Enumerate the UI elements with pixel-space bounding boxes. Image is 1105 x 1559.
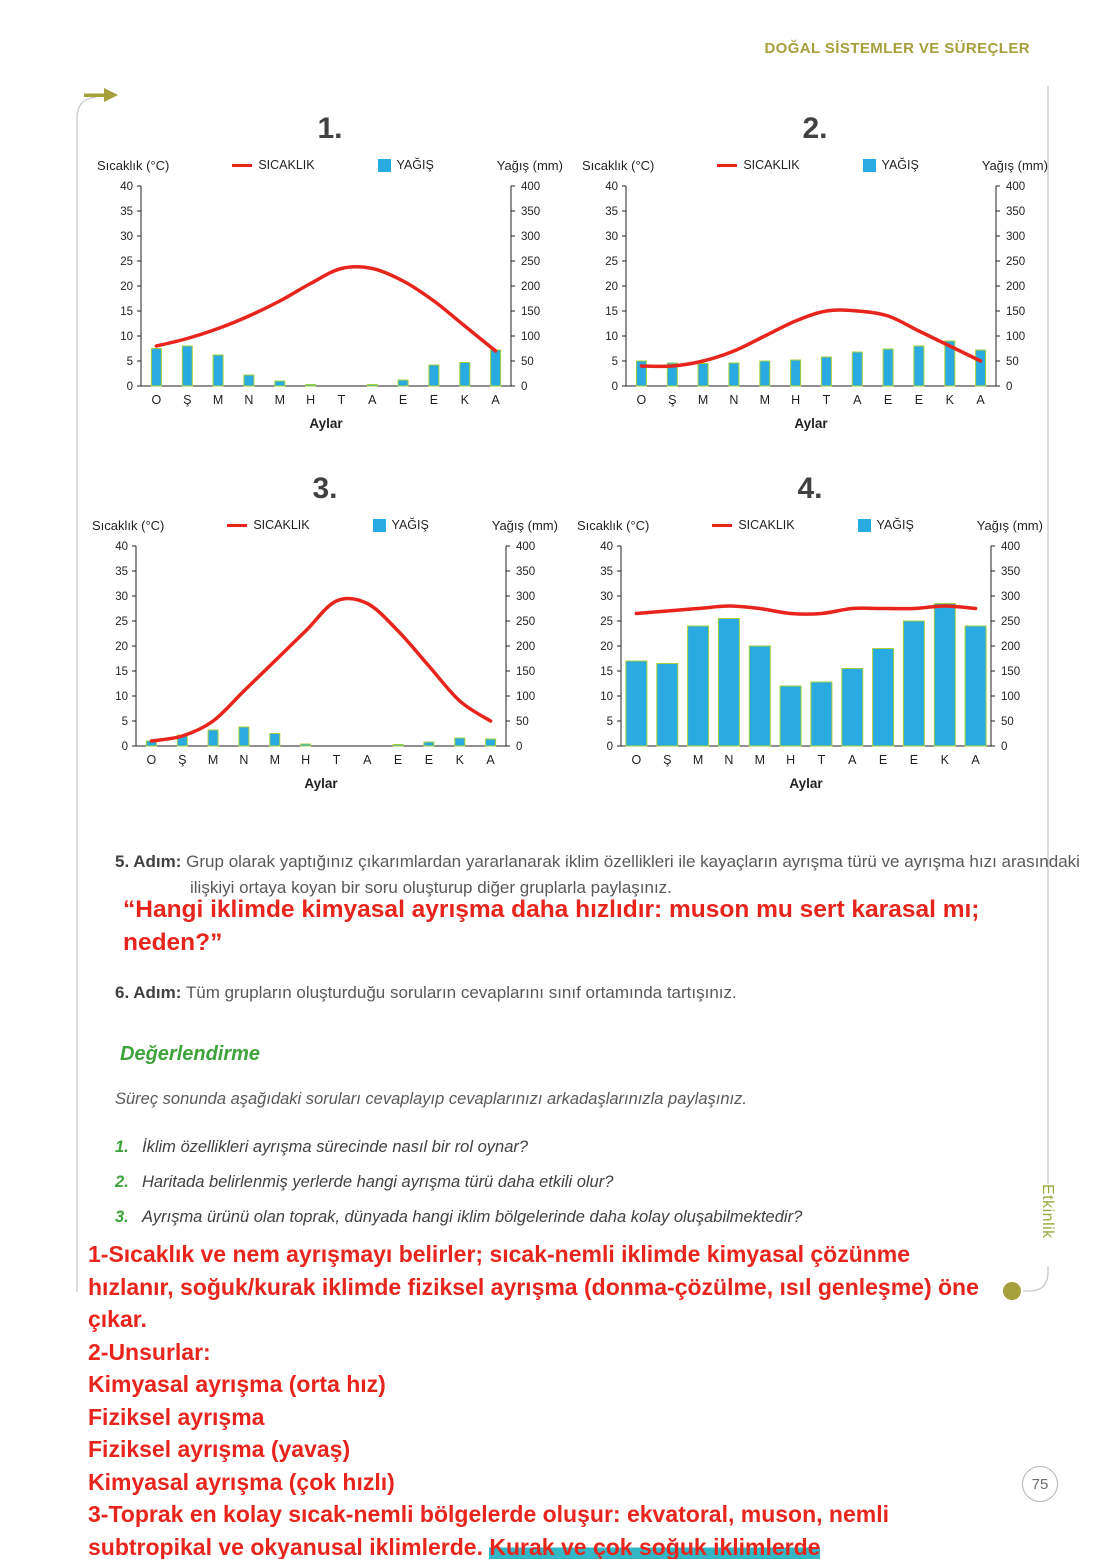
svg-text:E: E bbox=[393, 753, 403, 767]
answer-line: 1-Sıcaklık ve nem ayrışmayı belirler; sıcak-nemli iklimde kimyasal çözünme hızlanır, soğuk/kurak iklimde fiziksel ayrışma (donma-çözülme, ısıl genleşme) öne çıkar. bbox=[88, 1241, 979, 1332]
left-axis-title: Sıcaklık (°C) bbox=[97, 157, 170, 173]
legend-temperature-label: SICAKLIK bbox=[738, 518, 795, 532]
precipitation-bar-swatch bbox=[378, 159, 391, 172]
svg-text:400: 400 bbox=[1001, 541, 1021, 553]
svg-text:400: 400 bbox=[521, 181, 541, 193]
question-2 bbox=[115, 1170, 1015, 1194]
svg-text:25: 25 bbox=[115, 616, 128, 628]
precipitation-bar-swatch bbox=[863, 159, 876, 172]
temperature-line-swatch bbox=[227, 524, 247, 527]
svg-text:15: 15 bbox=[120, 306, 133, 318]
svg-text:E: E bbox=[429, 393, 439, 407]
question-text: Haritada belirlenmiş yerlerde hangi ayrışma türü daha etkili olur? bbox=[142, 1173, 614, 1191]
svg-text:30: 30 bbox=[600, 591, 613, 603]
svg-text:25: 25 bbox=[600, 616, 613, 628]
step-5-label: 5. Adım: bbox=[115, 852, 182, 871]
svg-text:A: A bbox=[848, 753, 857, 767]
olive-dot bbox=[1003, 1282, 1021, 1300]
svg-text:E: E bbox=[424, 753, 434, 767]
svg-text:400: 400 bbox=[516, 541, 536, 553]
svg-text:Aylar: Aylar bbox=[309, 416, 343, 431]
svg-text:30: 30 bbox=[115, 591, 128, 603]
svg-text:15: 15 bbox=[115, 666, 128, 678]
svg-text:100: 100 bbox=[1006, 331, 1026, 343]
legend-precipitation-label: YAĞIŞ bbox=[391, 518, 429, 532]
page-title: DOĞAL SİSTEMLER VE SÜREÇLER bbox=[764, 40, 1030, 57]
svg-text:M: M bbox=[697, 393, 709, 407]
svg-text:H: H bbox=[791, 393, 801, 407]
svg-text:100: 100 bbox=[1001, 691, 1021, 703]
legend-precipitation bbox=[378, 158, 434, 172]
step-5-text: Grup olarak yaptığınız çıkarımlardan yararlanarak iklim özellikleri ile kayaçların ayrışma türü ve ayrışma hızı arasındaki ilişkiyi ortaya koyan bir soru oluşturup diğer gruplarla paylaşınız. bbox=[186, 852, 1080, 897]
svg-text:K: K bbox=[455, 753, 464, 767]
svg-text:350: 350 bbox=[521, 206, 541, 218]
svg-text:250: 250 bbox=[1001, 616, 1021, 628]
svg-text:15: 15 bbox=[600, 666, 613, 678]
question-text: İklim özellikleri ayrışma sürecinde nasıl bir rol oynar? bbox=[142, 1138, 529, 1156]
temperature-line-swatch bbox=[717, 164, 737, 167]
svg-text:Ş: Ş bbox=[183, 393, 192, 407]
svg-text:Aylar: Aylar bbox=[794, 416, 828, 431]
legend-precipitation-label: YAĞIŞ bbox=[881, 158, 919, 172]
svg-text:40: 40 bbox=[605, 181, 618, 193]
svg-text:200: 200 bbox=[1006, 281, 1026, 293]
climate-chart-4 bbox=[575, 472, 1045, 813]
svg-text:350: 350 bbox=[1001, 566, 1021, 578]
svg-text:35: 35 bbox=[115, 566, 128, 578]
svg-text:50: 50 bbox=[1006, 356, 1019, 368]
svg-text:T: T bbox=[822, 393, 831, 407]
svg-text:0: 0 bbox=[126, 381, 133, 393]
svg-text:M: M bbox=[212, 393, 224, 407]
svg-text:35: 35 bbox=[120, 206, 133, 218]
chart-legend bbox=[580, 154, 1050, 176]
climate-chart-2 bbox=[580, 112, 1050, 453]
svg-text:150: 150 bbox=[516, 666, 536, 678]
svg-text:0: 0 bbox=[516, 741, 523, 753]
svg-text:O: O bbox=[636, 393, 647, 407]
svg-text:A: A bbox=[971, 753, 980, 767]
svg-text:25: 25 bbox=[605, 256, 618, 268]
svg-text:30: 30 bbox=[605, 231, 618, 243]
temperature-line-swatch bbox=[232, 164, 252, 167]
svg-text:N: N bbox=[724, 753, 734, 767]
legend-precipitation bbox=[858, 518, 914, 532]
svg-text:E: E bbox=[878, 753, 888, 767]
svg-text:K: K bbox=[945, 393, 954, 407]
precipitation-bar-swatch bbox=[858, 519, 871, 532]
svg-text:0: 0 bbox=[521, 381, 528, 393]
svg-text:E: E bbox=[914, 393, 924, 407]
evaluation-intro: Süreç sonunda aşağıdaki soruları cevaplayıp cevaplarınızı arkadaşlarınızla paylaşınız. bbox=[115, 1090, 747, 1108]
legend-precipitation-label: YAĞIŞ bbox=[396, 158, 434, 172]
answer-line bbox=[88, 1498, 985, 1559]
climate-chart-1 bbox=[95, 112, 565, 453]
answer-text: 3-Toprak en kolay sıcak-nemli bölgelerde oluşur: ekvatoral, muson, nemli subtropikal ve okyanusal iklimlerde. bbox=[88, 1501, 889, 1559]
svg-text:Ş: Ş bbox=[178, 753, 187, 767]
handwritten-answers bbox=[88, 1238, 985, 1559]
svg-text:10: 10 bbox=[115, 691, 128, 703]
legend-temperature bbox=[227, 518, 309, 532]
chart-number: 4. bbox=[797, 472, 823, 505]
page-number: 75 bbox=[1031, 1475, 1049, 1493]
svg-text:50: 50 bbox=[516, 716, 529, 728]
svg-text:0: 0 bbox=[611, 381, 618, 393]
svg-text:150: 150 bbox=[521, 306, 541, 318]
svg-text:K: K bbox=[460, 393, 469, 407]
svg-text:N: N bbox=[244, 393, 254, 407]
chart-legend bbox=[575, 514, 1045, 536]
answer-line: Fiziksel ayrışma (yavaş) bbox=[88, 1436, 351, 1462]
svg-text:Aylar: Aylar bbox=[789, 776, 823, 791]
svg-text:20: 20 bbox=[115, 641, 128, 653]
step-6-text: Tüm grupların oluşturduğu soruların cevaplarını sınıf ortamında tartışınız. bbox=[185, 983, 737, 1002]
svg-text:0: 0 bbox=[121, 741, 128, 753]
svg-text:50: 50 bbox=[521, 356, 534, 368]
svg-text:350: 350 bbox=[1006, 206, 1026, 218]
answer-line: Fiziksel ayrışma bbox=[88, 1403, 265, 1430]
legend-temperature bbox=[712, 518, 794, 532]
step-6 bbox=[115, 980, 1102, 1006]
question-number: 2. bbox=[115, 1173, 129, 1191]
right-axis-title: Yağış (mm) bbox=[491, 517, 558, 533]
svg-text:Ş: Ş bbox=[668, 393, 677, 407]
svg-text:40: 40 bbox=[600, 541, 613, 553]
svg-text:50: 50 bbox=[1001, 716, 1014, 728]
svg-text:Aylar: Aylar bbox=[304, 776, 338, 791]
svg-text:35: 35 bbox=[605, 206, 618, 218]
svg-text:M: M bbox=[759, 393, 771, 407]
left-axis-title: Sıcaklık (°C) bbox=[577, 517, 650, 533]
climograph-svg bbox=[580, 180, 1050, 448]
svg-text:25: 25 bbox=[120, 256, 133, 268]
svg-text:E: E bbox=[398, 393, 408, 407]
svg-text:A: A bbox=[976, 393, 985, 407]
svg-text:T: T bbox=[337, 393, 346, 407]
svg-text:100: 100 bbox=[521, 331, 541, 343]
step-6-label: 6. Adım: bbox=[115, 983, 182, 1002]
handwritten-question-answer: “Hangi iklimde kimyasal ayrışma daha hızlıdır: muson mu sert karasal mı; neden?” bbox=[123, 896, 980, 956]
temperature-line-swatch bbox=[712, 524, 732, 527]
answer-text-highlighted: Kurak ve çok soğuk iklimlerde bbox=[489, 1533, 821, 1559]
precipitation-bar-swatch bbox=[373, 519, 386, 532]
question-text: Ayrışma ürünü olan toprak, dünyada hangi iklim bölgelerinde daha kolay oluşabilmektedir? bbox=[142, 1208, 803, 1226]
chart-legend bbox=[90, 514, 560, 536]
svg-text:M: M bbox=[754, 753, 766, 767]
svg-text:A: A bbox=[491, 393, 500, 407]
svg-text:10: 10 bbox=[605, 331, 618, 343]
svg-text:350: 350 bbox=[516, 566, 536, 578]
svg-text:N: N bbox=[729, 393, 739, 407]
svg-text:10: 10 bbox=[120, 331, 133, 343]
left-axis-title: Sıcaklık (°C) bbox=[582, 157, 655, 173]
climograph-svg bbox=[95, 180, 565, 448]
svg-text:K: K bbox=[940, 753, 949, 767]
svg-text:T: T bbox=[817, 753, 826, 767]
svg-text:15: 15 bbox=[605, 306, 618, 318]
svg-text:M: M bbox=[269, 753, 281, 767]
svg-text:250: 250 bbox=[521, 256, 541, 268]
legend-temperature-label: SICAKLIK bbox=[743, 158, 800, 172]
legend-temperature-label: SICAKLIK bbox=[258, 158, 315, 172]
svg-text:100: 100 bbox=[516, 691, 536, 703]
chart-number: 2. bbox=[802, 112, 828, 145]
svg-text:35: 35 bbox=[600, 566, 613, 578]
question-number: 1. bbox=[115, 1138, 129, 1156]
right-axis-title: Yağış (mm) bbox=[981, 157, 1048, 173]
svg-text:10: 10 bbox=[600, 691, 613, 703]
svg-text:200: 200 bbox=[516, 641, 536, 653]
svg-text:20: 20 bbox=[120, 281, 133, 293]
question-1 bbox=[115, 1135, 1015, 1159]
svg-text:H: H bbox=[306, 393, 316, 407]
svg-text:E: E bbox=[883, 393, 893, 407]
svg-text:N: N bbox=[239, 753, 249, 767]
svg-text:M: M bbox=[274, 393, 286, 407]
svg-text:0: 0 bbox=[1006, 381, 1013, 393]
svg-text:Ş: Ş bbox=[663, 753, 672, 767]
svg-text:20: 20 bbox=[605, 281, 618, 293]
chart-number: 3. bbox=[312, 472, 338, 505]
svg-text:H: H bbox=[301, 753, 311, 767]
chart-number: 1. bbox=[317, 112, 343, 145]
right-axis-title: Yağış (mm) bbox=[976, 517, 1043, 533]
svg-text:400: 400 bbox=[1006, 181, 1026, 193]
svg-text:250: 250 bbox=[516, 616, 536, 628]
svg-text:0: 0 bbox=[1001, 741, 1008, 753]
legend-temperature bbox=[717, 158, 799, 172]
legend-temperature-label: SICAKLIK bbox=[253, 518, 310, 532]
climate-chart-3 bbox=[90, 472, 560, 813]
svg-text:150: 150 bbox=[1001, 666, 1021, 678]
svg-text:200: 200 bbox=[521, 281, 541, 293]
svg-text:150: 150 bbox=[1006, 306, 1026, 318]
svg-text:300: 300 bbox=[1001, 591, 1021, 603]
legend-precipitation bbox=[373, 518, 429, 532]
climograph-svg bbox=[575, 540, 1045, 808]
answer-line: Kimyasal ayrışma (çok hızlı) bbox=[88, 1468, 395, 1495]
svg-text:300: 300 bbox=[516, 591, 536, 603]
svg-text:A: A bbox=[486, 753, 495, 767]
svg-text:40: 40 bbox=[120, 181, 133, 193]
arrow-right-icon bbox=[84, 88, 118, 102]
climograph-svg bbox=[90, 540, 560, 808]
svg-text:0: 0 bbox=[606, 741, 613, 753]
legend-precipitation-label: YAĞIŞ bbox=[876, 518, 914, 532]
question-3 bbox=[115, 1205, 1015, 1229]
svg-text:A: A bbox=[368, 393, 377, 407]
svg-text:300: 300 bbox=[521, 231, 541, 243]
svg-text:300: 300 bbox=[1006, 231, 1026, 243]
svg-text:20: 20 bbox=[600, 641, 613, 653]
side-tab-etkinlik: Etkinlik bbox=[1039, 1184, 1056, 1239]
svg-text:200: 200 bbox=[1001, 641, 1021, 653]
evaluation-questions bbox=[115, 1135, 1015, 1240]
right-axis-title: Yağış (mm) bbox=[496, 157, 563, 173]
svg-text:40: 40 bbox=[115, 541, 128, 553]
svg-text:5: 5 bbox=[606, 716, 613, 728]
svg-text:O: O bbox=[146, 753, 157, 767]
svg-text:5: 5 bbox=[126, 356, 133, 368]
legend-precipitation bbox=[863, 158, 919, 172]
svg-text:O: O bbox=[631, 753, 642, 767]
svg-text:O: O bbox=[151, 393, 162, 407]
answer-line: 2-Unsurlar: bbox=[88, 1338, 211, 1365]
svg-text:5: 5 bbox=[611, 356, 618, 368]
svg-text:A: A bbox=[363, 753, 372, 767]
svg-text:30: 30 bbox=[120, 231, 133, 243]
svg-text:M: M bbox=[692, 753, 704, 767]
svg-text:H: H bbox=[786, 753, 796, 767]
page-number-badge bbox=[1022, 1466, 1058, 1502]
svg-text:A: A bbox=[853, 393, 862, 407]
svg-text:E: E bbox=[909, 753, 919, 767]
legend-temperature bbox=[232, 158, 314, 172]
question-number: 3. bbox=[115, 1208, 129, 1226]
svg-text:M: M bbox=[207, 753, 219, 767]
left-axis-title: Sıcaklık (°C) bbox=[92, 517, 165, 533]
answer-line: Kimyasal ayrışma (orta hız) bbox=[88, 1371, 386, 1397]
svg-text:5: 5 bbox=[121, 716, 128, 728]
svg-text:T: T bbox=[332, 753, 341, 767]
evaluation-heading: Değerlendirme bbox=[120, 1043, 261, 1065]
chart-legend bbox=[95, 154, 565, 176]
svg-text:250: 250 bbox=[1006, 256, 1026, 268]
